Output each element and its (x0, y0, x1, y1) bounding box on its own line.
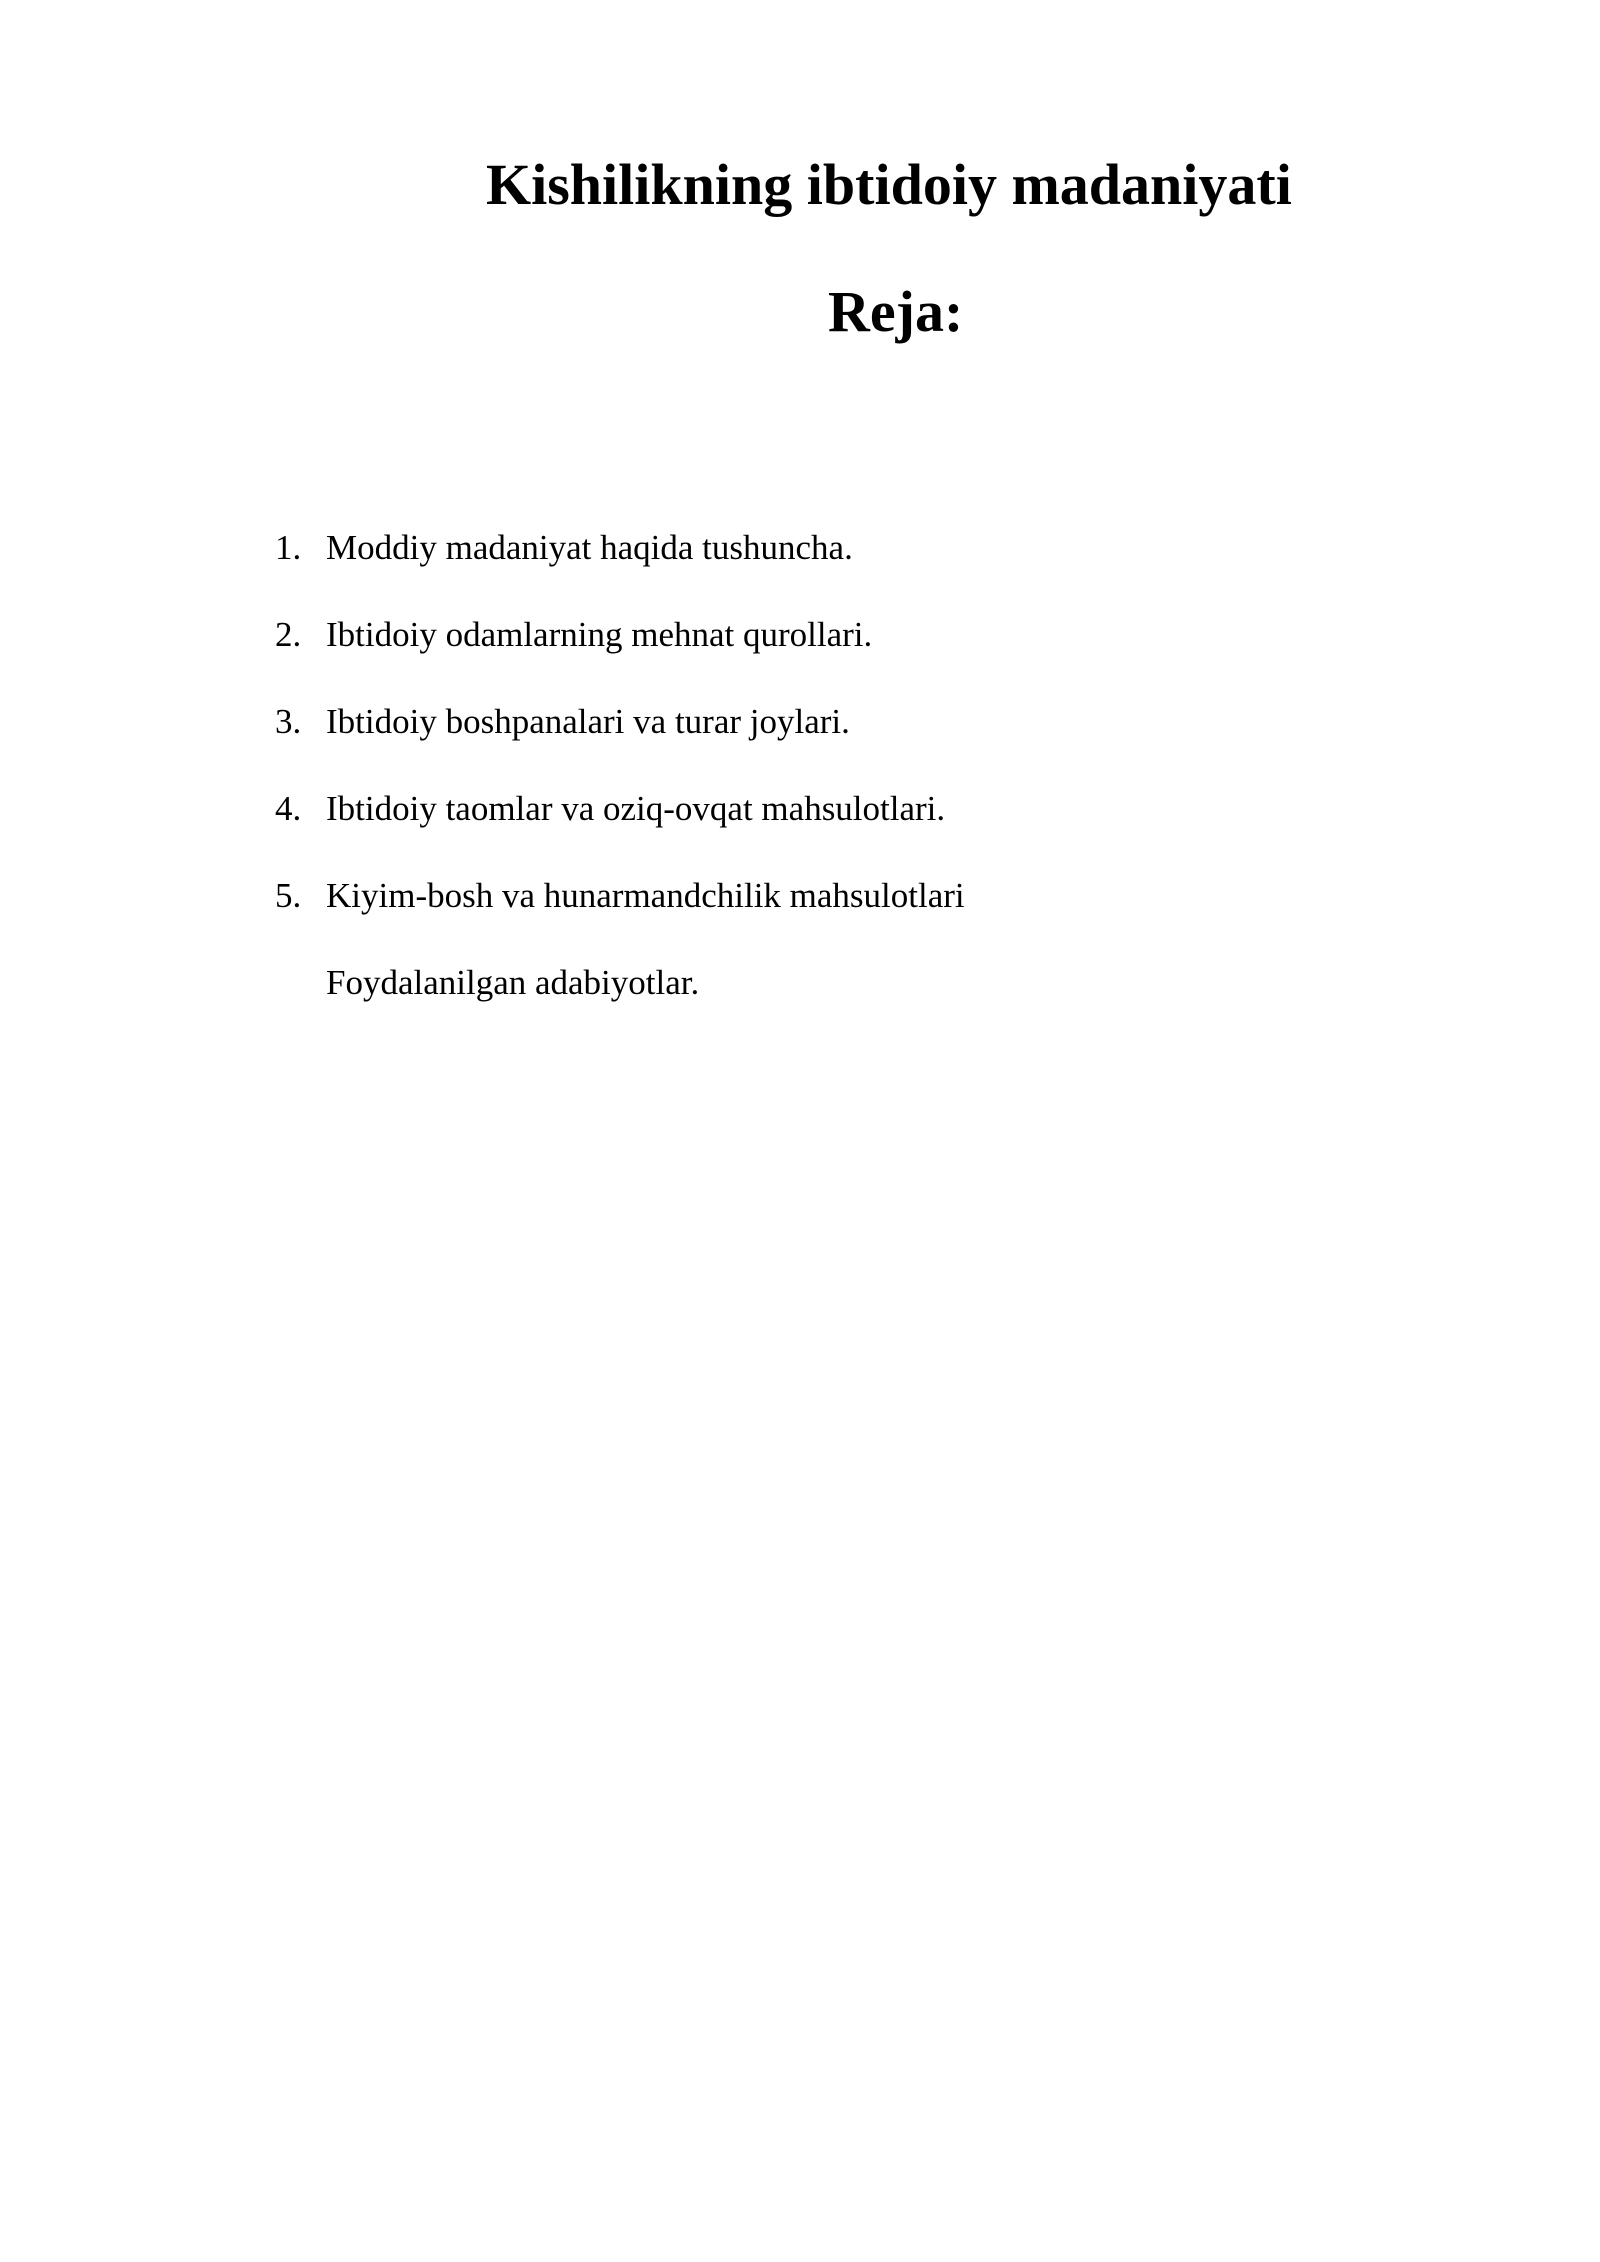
plan-item-text: Kiyim-bosh va hunarmandchilik mahsulotlari (326, 876, 965, 915)
plan-item-number: 4. (275, 789, 302, 828)
plan-item-2 (275, 607, 965, 694)
plan-item-references (275, 955, 965, 1042)
plan-item-text: Ibtidoiy odamlarning mehnat qurollari. (326, 615, 873, 654)
plan-item-1 (275, 520, 965, 607)
plan-item-3 (275, 694, 965, 781)
plan-item-5 (275, 868, 965, 955)
plan-heading: Reja: (828, 279, 964, 344)
plan-list (275, 520, 965, 1042)
plan-item-number: 5. (275, 876, 302, 915)
plan-item-4 (275, 781, 965, 868)
plan-item-text: Foydalanilgan adabiyotlar. (326, 963, 700, 1002)
plan-item-text: Ibtidoiy boshpanalari va turar joylari. (326, 702, 850, 741)
plan-item-number: 3. (275, 702, 302, 741)
plan-item-number: 2. (275, 615, 302, 654)
plan-item-number: 1. (275, 528, 302, 567)
plan-item-text: Ibtidoiy taomlar va oziq-ovqat mahsulotlari. (326, 789, 946, 828)
document-title: Kishilikning ibtidoiy madaniyati (486, 152, 1292, 217)
plan-item-text: Moddiy madaniyat haqida tushuncha. (326, 528, 853, 567)
